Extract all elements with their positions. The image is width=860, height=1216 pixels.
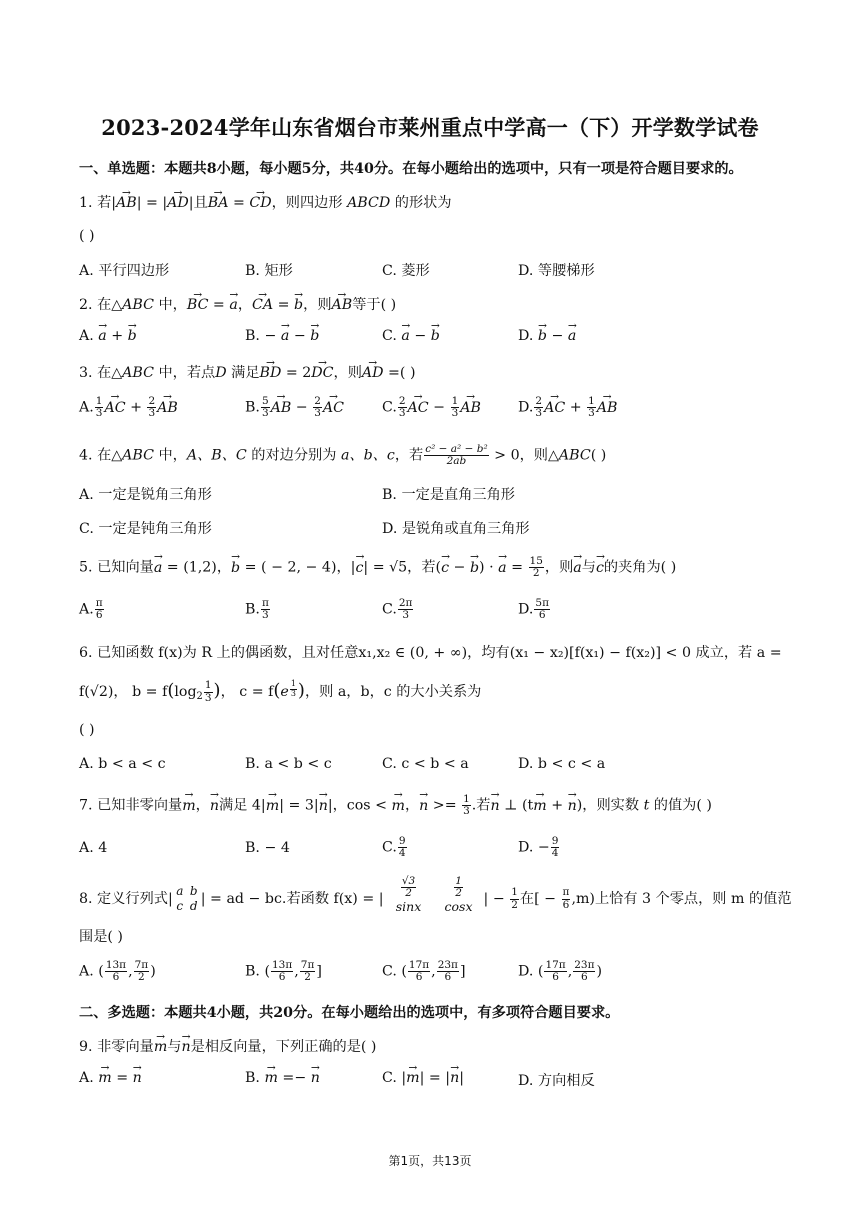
question-4: 4. 在△ABC 中，A、B、C 的对边分别为 a、b、c，若 $\frac{\text{c² − a² − b²}}{2ab}$ > 0，则△ABC( ) bbox=[79, 443, 607, 468]
determinant-function: $\frac{√3}{2}$ sinx $\frac{1}{2}$ cosx bbox=[395, 875, 473, 914]
determinant-abcd: a b c d bbox=[176, 884, 198, 913]
question-8-line-1: 8. 定义行列式| a b c d | = ad − bc.若函数 f(x) = | $\frac{√3}{2}$ sinx $\frac{1}{2}$ cosx | − $\frac{1}{2}$ 在[ − $\frac{\pi}{6}$ ,m)上恰有 3 个零点，则 m 的值范 bbox=[79, 876, 792, 922]
question-1-paren: ( ) bbox=[79, 228, 95, 244]
q6-option-c: C. c < b < a bbox=[382, 756, 469, 772]
q3-option-d: D. $\frac{2}{3}$ → AC + $\frac{1}{3}$ → AB bbox=[518, 396, 617, 419]
q5-option-c: C. $\frac{2\pi}{3}$ bbox=[382, 597, 413, 622]
question-2: 2. 在△ABC 中，→ BC = → a，→ CA = → b，则→ AB等于( ) bbox=[79, 294, 396, 314]
q7-option-d: D. − $\frac{9}{4}$ bbox=[518, 835, 559, 860]
section-multiple-choice: 二、多选题：本题共4小题，共20分。在每小题给出的选项中，有多项符合题目要求。 bbox=[79, 1005, 620, 1021]
question-9: 9. 非零向量→ m与→ n是相反向量，下列正确的是( ) bbox=[79, 1036, 376, 1056]
question-6-line-1: 6. 已知函数 f(x)为 R 上的偶函数，且对任意x₁,x₂ ∈ (0, + ∞)，均有(x₁ − x₂)[f(x₁) − f(x₂)] < 0 成立，若 a = bbox=[79, 645, 782, 661]
q1-option-d: D. 等腰梯形 bbox=[518, 263, 595, 279]
q2-option-d: D. → b − → a bbox=[518, 328, 576, 344]
question-6-line-2: f(√2)， $b = f(\log_2$ $\frac{1}{3}$ )， c = f(e $^{\frac{1}{3}}$ )，则 a，b，c 的大小关系为 bbox=[79, 679, 482, 704]
q8-option-a: A. ( $\frac{13\pi}{6}$ , $\frac{7\pi}{2}$ ) bbox=[79, 959, 156, 984]
q8-option-b: B. ( $\frac{13\pi}{6}$ , $\frac{7\pi}{2}$ ] bbox=[245, 959, 322, 984]
q4-option-d: D. 是锐角或直角三角形 bbox=[382, 521, 530, 537]
q6-option-b: B. a < b < c bbox=[245, 756, 332, 772]
q8-option-c: C. ( $\frac{17\pi}{6}$ , $\frac{23\pi}{6}$ ] bbox=[382, 959, 466, 984]
q6-option-a: A. b < a < c bbox=[79, 756, 166, 772]
question-6-paren: ( ) bbox=[79, 722, 95, 738]
page-footer: 第1页，共13页 bbox=[388, 1154, 472, 1168]
q9-option-c: C. |→ m| = |→ n| bbox=[382, 1070, 464, 1086]
section-single-choice: 一、单选题：本题共8小题，每小题5分，共40分。在每小题给出的选项中，只有一项是符合题目要求的。 bbox=[79, 161, 743, 177]
page-title: 2023-2024学年山东省烟台市莱州重点中学高一（下）开学数学试卷 bbox=[101, 115, 759, 140]
q7-option-a: A. 4 bbox=[79, 840, 108, 856]
q5-option-b: B. $\frac{\pi}{3}$ bbox=[245, 597, 269, 622]
q4-option-a: A. 一定是锐角三角形 bbox=[79, 487, 212, 503]
q2-option-c: C. → a − → b bbox=[382, 328, 440, 344]
q9-option-a: A. → m = → n bbox=[79, 1070, 142, 1086]
q7-option-b: B. − 4 bbox=[245, 840, 290, 856]
q1-option-a: A. 平行四边形 bbox=[79, 263, 170, 279]
q4-option-c: C. 一定是钝角三角形 bbox=[79, 521, 212, 537]
q6-option-d: D. b < c < a bbox=[518, 756, 606, 772]
q7-option-c: C. $\frac{9}{4}$ bbox=[382, 835, 406, 860]
q2-option-b: B. − → a − → b bbox=[245, 328, 319, 344]
q5-option-d: D. $\frac{5\pi}{6}$ bbox=[518, 597, 549, 622]
q9-option-d: D. 方向相反 bbox=[518, 1073, 595, 1089]
q1-option-b: B. 矩形 bbox=[245, 263, 293, 279]
q2-option-a: A. → a + → b bbox=[79, 328, 137, 344]
q8-option-d: D. ( $\frac{17\pi}{6}$ , $\frac{23\pi}{6}$ ) bbox=[518, 959, 603, 984]
q9-option-b: B. → m =− → n bbox=[245, 1070, 320, 1086]
question-8-line-2: 围是( ) bbox=[79, 929, 123, 945]
q5-option-a: A. $\frac{\pi}{6}$ bbox=[79, 597, 103, 622]
q1-option-c: C. 菱形 bbox=[382, 263, 430, 279]
question-1: 1. 若|→ AB| = |→ AD|且→ BA = → CD，则四边形 ABCD 的形状为 bbox=[79, 192, 452, 212]
question-3: 3. 在△ABC 中，若点D 满足→ BD = 2→ DC，则→ AD =( ) bbox=[79, 362, 416, 382]
question-5: 5. 已知向量→ a = (1,2)，→ b = ( − 2, − 4)，|→ c| = √5，若(→ c − → b) · → a = $\frac{15}{2}$ ，则→ a与→ c的夹角为( ) bbox=[79, 556, 676, 579]
q3-option-c: C. $\frac{2}{3}$ → AC − $\frac{1}{3}$ → AB bbox=[382, 396, 481, 419]
q3-option-a: A. $\frac{1}{3}$ → AC + $\frac{2}{3}$ → AB bbox=[79, 396, 178, 419]
q3-option-b: B. $\frac{5}{3}$ → AB − $\frac{2}{3}$ → AC bbox=[245, 396, 344, 419]
q4-option-b: B. 一定是直角三角形 bbox=[382, 487, 515, 503]
question-7: 7. 已知非零向量→ m，→ n满足 4|→ m| = 3|→ n|，cos < → m，→ n >= $\frac{1}{3}$ .若→ n ⊥ (t→ m + → n)，则实数 t 的值为( ) bbox=[79, 794, 712, 817]
